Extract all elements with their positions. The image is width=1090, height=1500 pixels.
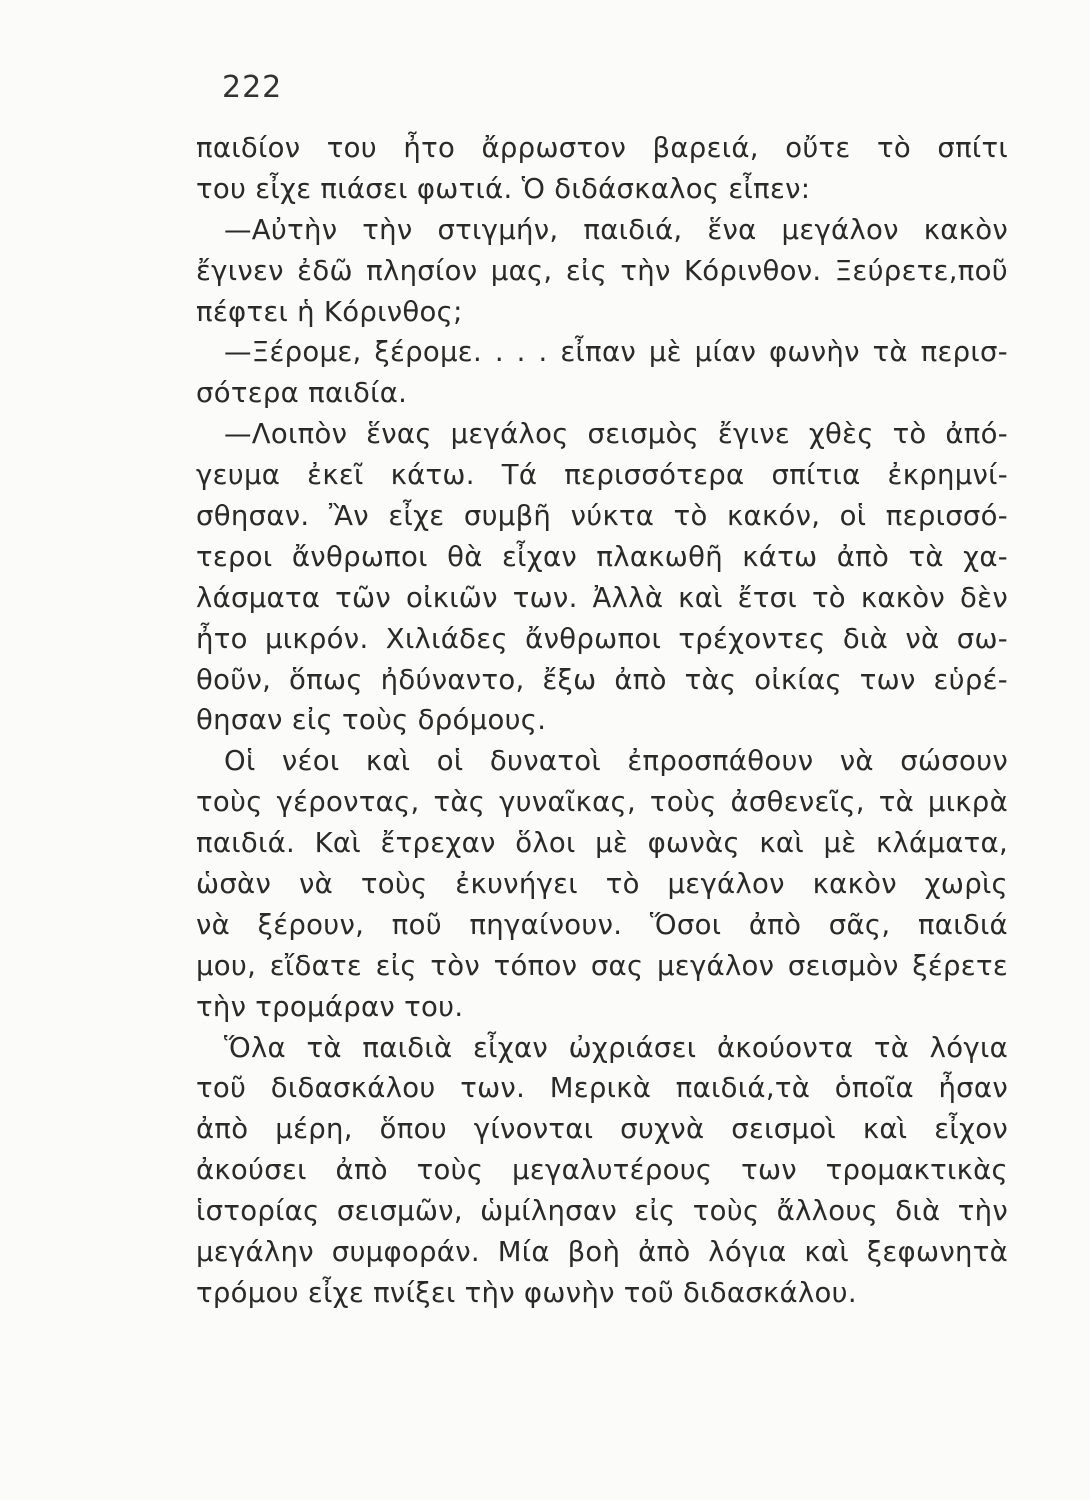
text-line: παιδιά. Καὶ ἔτρεχαν ὅλοι μὲ φωνὰς καὶ μὲ κλάματα, [196, 827, 1008, 860]
text-line: γευμα ἐκεῖ κάτω. Τά περισσότερα σπίτια ἐκρημνί- [196, 459, 1008, 492]
page-number: 222 [222, 70, 283, 105]
text-line: ἱστορίας σεισμῶν, ὡμίλησαν εἰς τοὺς ἄλλους διὰ τὴν [196, 1195, 1008, 1228]
text-line: νὰ ξέρουν, ποῦ πηγαίνουν. Ὅσοι ἀπὸ σᾶς, παιδιά [196, 908, 1008, 941]
text-line: ὡσὰν νὰ τοὺς ἐκυνήγει τὸ μεγάλον κακὸν χωρὶς [196, 868, 1008, 901]
text-line: ἀκούσει ἀπὸ τοὺς μεγαλυτέρους των τρομακτικὰς [196, 1154, 1008, 1187]
text-line: τοὺς γέροντας, τὰς γυναῖκας, τοὺς ἀσθενεῖς, τὰ μικρὰ [196, 786, 1008, 819]
text-line: τὴν τρομάραν του. [196, 990, 464, 1023]
text-line: ἔγινεν ἐδῶ πλησίον μας, εἰς τὴν Κόρινθον. Ξεύρετε,ποῦ [196, 254, 1008, 287]
text-line: μεγάλην συμφοράν. Μία βοὴ ἀπὸ λόγια καὶ ξεφωνητὰ [196, 1236, 1008, 1269]
text-line: τρόμου εἶχε πνίξει τὴν φωνὴν τοῦ διδασκάλου. [196, 1276, 857, 1309]
text-line: τοῦ διδασκάλου των. Μερικὰ παιδιά,τὰ ὁποῖα ἦσαν [196, 1072, 1008, 1105]
text-line: θοῦν, ὅπως ἠδύναντο, ἔξω ἀπὸ τὰς οἰκίας των εὑρέ- [196, 663, 1008, 696]
text-line: θησαν εἰς τοὺς δρόμους. [196, 704, 547, 737]
text-line: τεροι ἄνθρωποι θὰ εἶχαν πλακωθῆ κάτω ἀπὸ τὰ χα- [196, 540, 1008, 573]
text-line: λάσματα τῶν οἰκιῶν των. Ἀλλὰ καὶ ἔτσι τὸ κακὸν δὲν [196, 581, 1008, 614]
text-line: —Ξέρομε, ξέρομε. . . . εἶπαν μὲ μίαν φωνὴν τὰ περισ- [224, 336, 1008, 369]
text-line: ἦτο μικρόν. Χιλιάδες ἄνθρωποι τρέχοντες διὰ νὰ σω- [196, 622, 1008, 655]
text-line: Ὅλα τὰ παιδιὰ εἶχαν ὠχριάσει ἀκούοντα τὰ λόγια [224, 1031, 1008, 1064]
text-line: πέφτει ἡ Κόρινθος; [196, 295, 463, 328]
text-line: σότερα παιδία. [196, 377, 408, 410]
text-line: μου, εἴδατε εἰς τὸν τόπον σας μεγάλον σεισμὸν ξέρετε [196, 949, 1008, 982]
body-text [196, 128, 1008, 1314]
text-line: —Αὐτὴν τὴν στιγμήν, παιδιά, ἕνα μεγάλον κακὸν [224, 213, 1008, 246]
text-line: ἀπὸ μέρη, ὅπου γίνονται συχνὰ σεισμοὶ καὶ εἶχον [196, 1113, 1008, 1146]
text-line: —Λοιπὸν ἕνας μεγάλος σεισμὸς ἔγινε χθὲς τὸ ἀπό- [224, 418, 1008, 451]
text-line: του εἶχε πιάσει φωτιά. Ὁ διδάσκαλος εἶπεν: [196, 172, 811, 205]
text-line: Οἱ νέοι καὶ οἱ δυνατοὶ ἐπροσπάθουν νὰ σώσουν [224, 745, 1008, 778]
text-line: παιδίον του ἦτο ἄρρωστον βαρειά, οὔτε τὸ σπίτι [196, 132, 1008, 164]
text-line: σθησαν. Ἂν εἶχε συμβῆ νύκτα τὸ κακόν, οἱ περισσό- [196, 500, 1008, 533]
